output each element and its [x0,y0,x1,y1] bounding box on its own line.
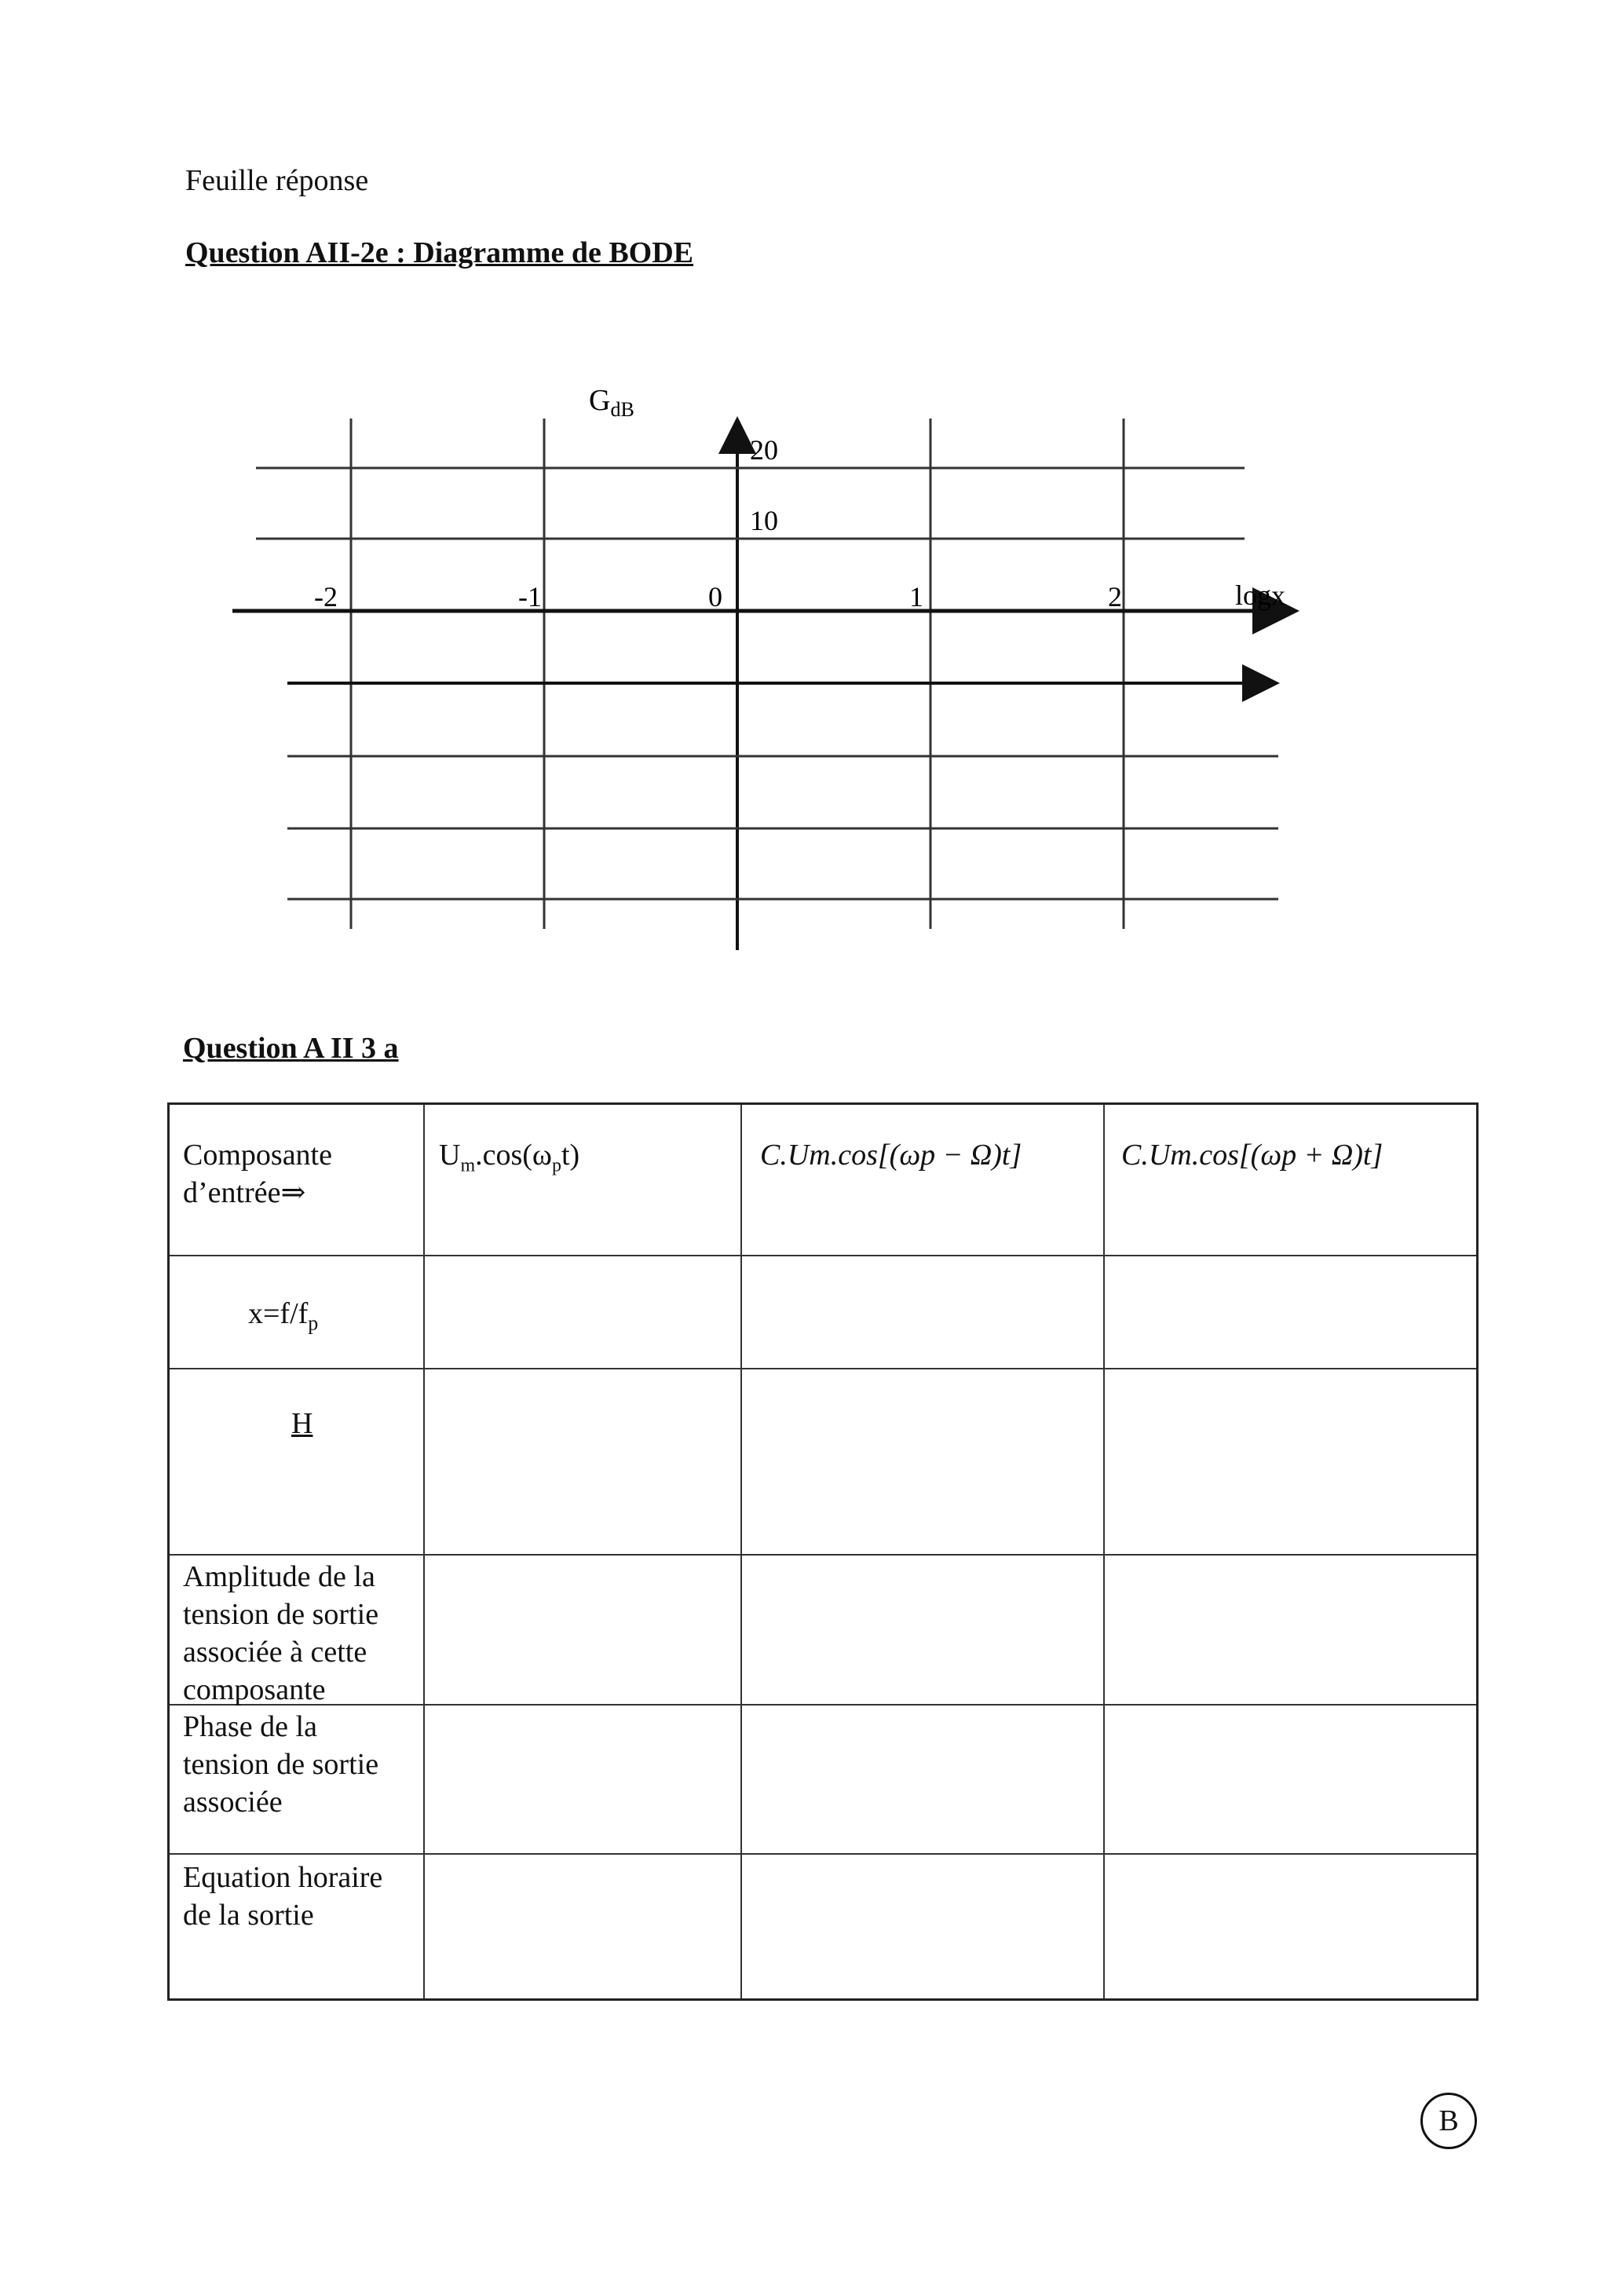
header-label-line1: Composante [183,1139,332,1172]
col-divider [423,1105,425,1998]
row-divider [170,1554,1476,1556]
header-col3: C.Um.cos[(ωp + Ω)t] [1121,1139,1384,1172]
row-label-amplitude: Amplitude de la tension de sortie associée à cette composante [183,1560,379,1706]
row-label-x: $x=f/f_p$ [248,1297,319,1335]
bode-question-heading: Question AII-2e : Diagramme de BODE [185,236,694,269]
x-axis-label: logx [1235,579,1286,611]
page-mark-badge: B [1420,2093,1477,2149]
x-tick--2: -2 [314,581,338,612]
header-col1: $U_m.\cos(\omega_pt)$ [439,1139,580,1176]
x-tick-2: 2 [1108,581,1122,612]
col-divider [740,1105,742,1998]
page-title: Feuille réponse [185,164,369,197]
header-col2: C.Um.cos[(ωp − Ω)t] [760,1139,1022,1172]
col-divider [1103,1105,1105,1998]
answer-table [167,1102,1479,2001]
row-divider [170,1368,1476,1369]
x-tick-0: 0 [708,581,722,612]
table-question-heading: Question A II 3 a [183,1032,399,1065]
header-label [183,1136,332,1212]
row-divider [170,1255,1476,1256]
row-label-phase: Phase de la tension de sortie associée [183,1710,379,1819]
row-label-equation: Equation horaire de la sortie [183,1861,383,1932]
header-label-line2: d’entrée⇒ [183,1176,306,1209]
row-label-h: H [291,1407,313,1440]
x-tick-1: 1 [909,581,923,612]
gain-axis-label: $G_{dB}$ [589,384,634,421]
row-divider [170,1853,1476,1855]
x-tick--1: -1 [518,581,542,612]
y-tick-20: 20 [750,434,778,466]
y-tick-10: 10 [750,505,778,536]
bode-grid [0,0,1623,982]
